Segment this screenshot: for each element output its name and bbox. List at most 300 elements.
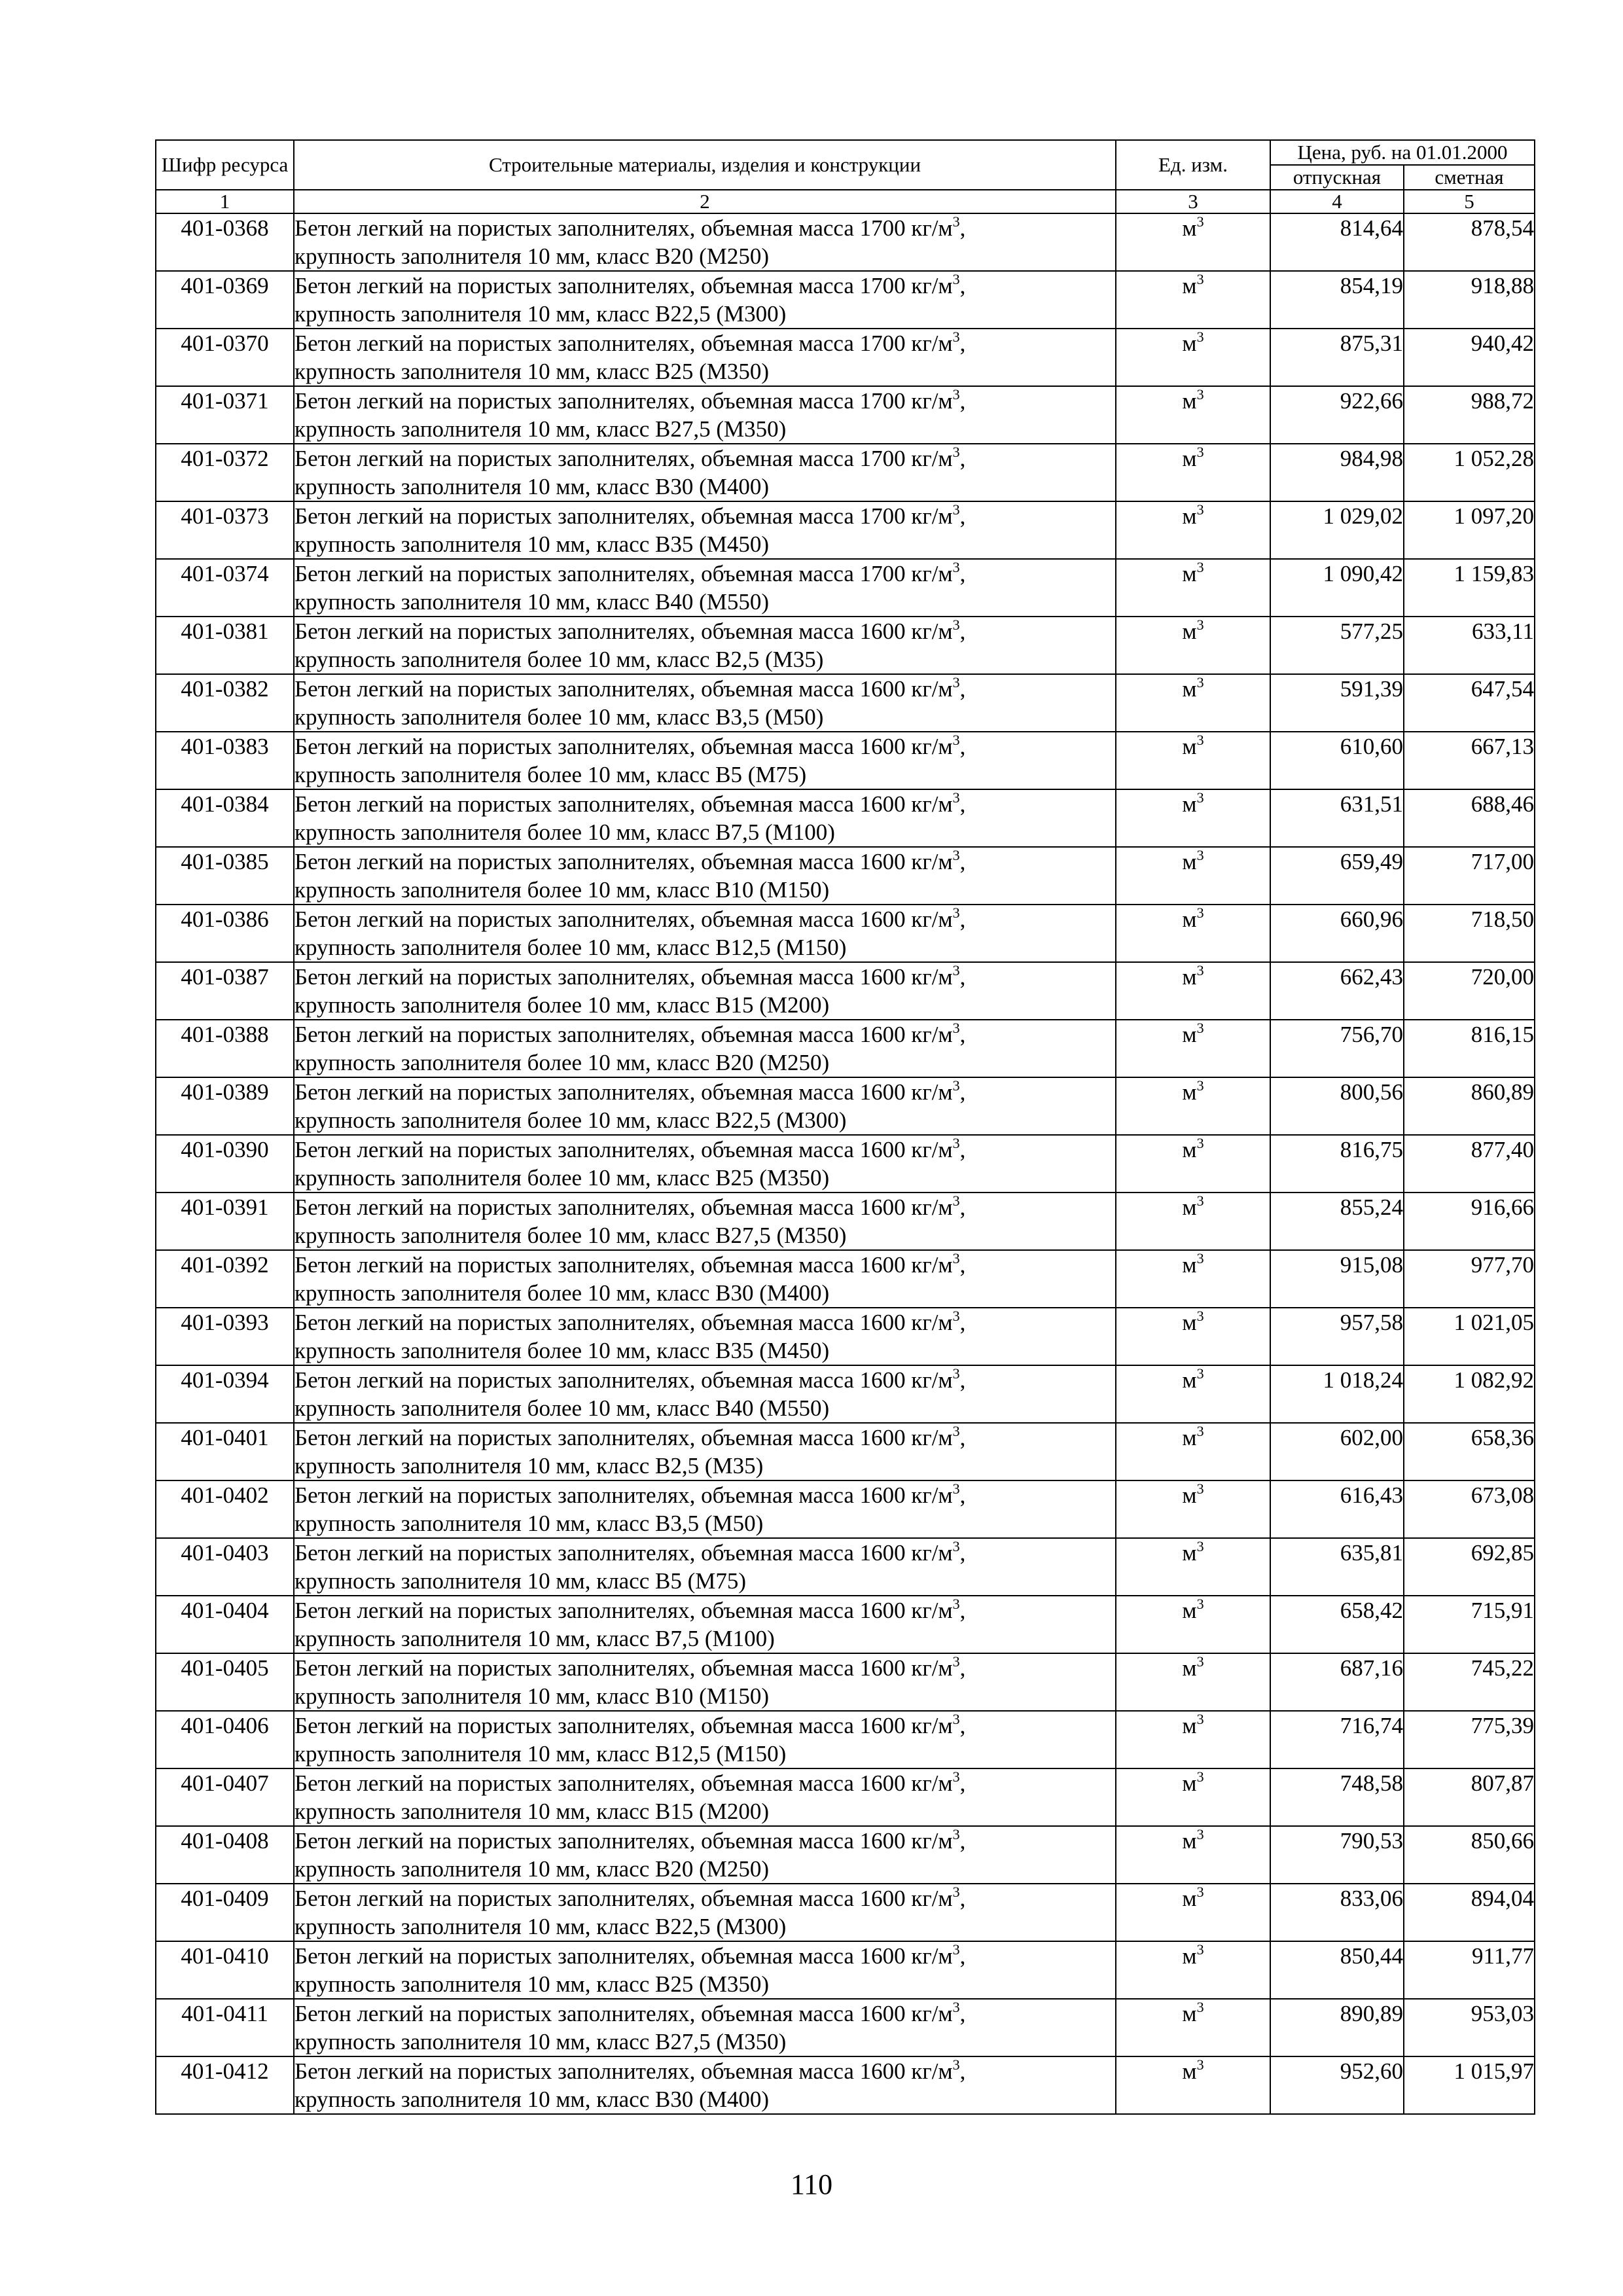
material-name [294, 213, 1116, 271]
name-line-1-text: Бетон легкий на пористых заполнителях, объемная масса 1600 кг/м [294, 2058, 953, 2084]
price-release: 1 090,42 [1270, 559, 1404, 617]
material-name-line-1 [294, 1193, 1115, 1221]
material-name [294, 1480, 1116, 1538]
material-name [294, 1941, 1116, 1999]
material-name [294, 674, 1116, 732]
price-release: 660,96 [1270, 905, 1404, 962]
table-row [156, 1020, 1535, 1077]
name-line-1-suffix: , [959, 619, 966, 644]
unit [1116, 1768, 1270, 1826]
name-line-1-suffix: , [959, 791, 966, 817]
material-name-line-1 [294, 272, 1115, 300]
price-release: 850,44 [1270, 1941, 1404, 1999]
resource-code: 401-0408 [156, 1826, 294, 1884]
unit-superscript: 3 [1196, 1077, 1204, 1094]
material-name-line-2: крупность заполнителя более 10 мм, класс В5 (М75) [294, 762, 807, 787]
unit-superscript: 3 [1196, 1020, 1204, 1036]
unit-text: м [1182, 1252, 1197, 1278]
material-name-line-1 [294, 1078, 1115, 1106]
name-line-1-text: Бетон легкий на пористых заполнителях, объемная масса 1600 кг/м [294, 2001, 953, 2026]
name-line-1-suffix: , [959, 1079, 966, 1105]
material-name-line-2: крупность заполнителя более 10 мм, класс В7,5 (М100) [294, 819, 835, 845]
material-name-line-1 [294, 1308, 1115, 1336]
resource-code: 401-0388 [156, 1020, 294, 1077]
superscript: 3 [952, 329, 960, 345]
price-release: 1 018,24 [1270, 1365, 1404, 1423]
price-estimate: 1 159,83 [1404, 559, 1535, 617]
material-name [294, 329, 1116, 386]
unit-text: м [1182, 1655, 1197, 1681]
name-line-1-suffix: , [959, 1022, 966, 1047]
material-name [294, 271, 1116, 329]
unit-text: м [1182, 1022, 1197, 1047]
table-row [156, 501, 1535, 559]
material-name-line-2: крупность заполнителя 10 мм, класс В2,5 (М35) [294, 1453, 764, 1479]
resource-code: 401-0409 [156, 1884, 294, 1941]
material-name-line-1 [294, 1654, 1115, 1682]
name-line-1-text: Бетон легкий на пористых заполнителях, объемная масса 1600 кг/м [294, 1828, 953, 1854]
unit [1116, 1250, 1270, 1308]
unit [1116, 789, 1270, 847]
material-name-line-2: крупность заполнителя 10 мм, класс В40 (М550) [294, 589, 770, 615]
unit [1116, 1077, 1270, 1135]
resource-code: 401-0402 [156, 1480, 294, 1538]
price-release: 875,31 [1270, 329, 1404, 386]
superscript: 3 [952, 1480, 960, 1497]
material-name [294, 1365, 1116, 1423]
unit [1116, 905, 1270, 962]
material-name-line-1 [294, 1596, 1115, 1624]
name-line-1-text: Бетон легкий на пористых заполнителях, объемная масса 1600 кг/м [294, 1425, 953, 1450]
header-code: Шифр ресурса [156, 140, 294, 190]
name-line-1-text: Бетон легкий на пористых заполнителях, объемная масса 1600 кг/м [294, 964, 953, 990]
unit [1116, 732, 1270, 789]
material-name-line-2: крупность заполнителя 10 мм, класс В20 (М250) [294, 1856, 770, 1882]
unit-superscript: 3 [1196, 847, 1204, 863]
unit [1116, 386, 1270, 444]
name-line-1-text: Бетон легкий на пористых заполнителях, объемная масса 1700 кг/м [294, 446, 953, 471]
unit [1116, 1653, 1270, 1711]
price-estimate: 911,77 [1404, 1941, 1535, 1999]
table-row [156, 1423, 1535, 1480]
material-name-line-1 [294, 1481, 1115, 1509]
name-line-1-suffix: , [959, 561, 966, 586]
material-name [294, 905, 1116, 962]
name-line-1-text: Бетон легкий на пористых заполнителях, объемная масса 1600 кг/м [294, 734, 953, 759]
header-unit: Ед. изм. [1116, 140, 1270, 190]
table-row [156, 1999, 1535, 2056]
material-name-line-1 [294, 1136, 1115, 1164]
column-numbers-row [156, 190, 1535, 213]
material-name-line-1 [294, 1424, 1115, 1452]
column-number: 3 [1116, 190, 1270, 213]
unit [1116, 1538, 1270, 1596]
name-line-1-text: Бетон легкий на пористых заполнителях, объемная масса 1600 кг/м [294, 1137, 953, 1162]
name-line-1-text: Бетон легкий на пористых заполнителях, объемная масса 1600 кг/м [294, 906, 953, 932]
price-release: 631,51 [1270, 789, 1404, 847]
price-estimate: 667,13 [1404, 732, 1535, 789]
superscript: 3 [952, 213, 960, 230]
superscript: 3 [952, 1020, 960, 1036]
unit [1116, 1308, 1270, 1365]
unit-superscript: 3 [1196, 1193, 1204, 1209]
unit [1116, 271, 1270, 329]
name-line-1-text: Бетон легкий на пористых заполнителях, объемная масса 1600 кг/м [294, 1367, 953, 1393]
material-name-line-1 [294, 905, 1115, 933]
table-row [156, 329, 1535, 386]
material-name-line-2: крупность заполнителя более 10 мм, класс В22,5 (М300) [294, 1107, 847, 1133]
material-name-line-2: крупность заполнителя 10 мм, класс В20 (М250) [294, 243, 770, 269]
unit-text: м [1182, 1367, 1197, 1393]
unit [1116, 1365, 1270, 1423]
price-release: 952,60 [1270, 2056, 1404, 2114]
material-name-line-1 [294, 790, 1115, 818]
superscript: 3 [952, 617, 960, 633]
material-name-line-1 [294, 1827, 1115, 1855]
unit-text: м [1182, 1828, 1197, 1854]
price-release: 854,19 [1270, 271, 1404, 329]
price-estimate: 850,66 [1404, 1826, 1535, 1884]
material-name [294, 847, 1116, 905]
unit-superscript: 3 [1196, 1999, 1204, 2015]
unit [1116, 962, 1270, 1020]
material-name-line-1 [294, 675, 1115, 703]
material-name-line-1 [294, 560, 1115, 588]
header-row-1 [156, 140, 1535, 165]
resource-code: 401-0406 [156, 1711, 294, 1768]
table-row [156, 1250, 1535, 1308]
table-row [156, 1596, 1535, 1653]
name-line-1-text: Бетон легкий на пористых заполнителях, объемная масса 1600 кг/м [294, 1022, 953, 1047]
name-line-1-suffix: , [959, 1194, 966, 1220]
table-row [156, 1826, 1535, 1884]
unit [1116, 559, 1270, 617]
unit [1116, 1596, 1270, 1653]
material-name-line-2: крупность заполнителя 10 мм, класс В27,5 (М350) [294, 416, 787, 442]
material-name [294, 732, 1116, 789]
material-name [294, 1020, 1116, 1077]
price-release: 610,60 [1270, 732, 1404, 789]
material-name-line-2: крупность заполнителя более 10 мм, класс В10 (М150) [294, 877, 830, 903]
price-estimate: 860,89 [1404, 1077, 1535, 1135]
unit-text: м [1182, 1770, 1197, 1796]
unit [1116, 1480, 1270, 1538]
superscript: 3 [952, 559, 960, 575]
material-name-line-1 [294, 1539, 1115, 1567]
table-row [156, 1480, 1535, 1538]
name-line-1-text: Бетон легкий на пористых заполнителях, объемная масса 1600 кг/м [294, 619, 953, 644]
name-line-1-text: Бетон легкий на пористых заполнителях, объемная масса 1600 кг/м [294, 791, 953, 817]
superscript: 3 [952, 1653, 960, 1670]
superscript: 3 [952, 789, 960, 806]
name-line-1-suffix: , [959, 1598, 966, 1623]
material-name [294, 501, 1116, 559]
material-name-line-2: крупность заполнителя 10 мм, класс В12,5 (М150) [294, 1741, 787, 1767]
superscript: 3 [952, 732, 960, 748]
resource-code: 401-0370 [156, 329, 294, 386]
superscript: 3 [952, 444, 960, 460]
superscript: 3 [952, 386, 960, 403]
unit-superscript: 3 [1196, 617, 1204, 633]
table-row [156, 1941, 1535, 1999]
resource-code: 401-0392 [156, 1250, 294, 1308]
name-line-1-suffix: , [959, 676, 966, 702]
resource-code: 401-0368 [156, 213, 294, 271]
unit [1116, 501, 1270, 559]
table-row [156, 386, 1535, 444]
material-name-line-2: крупность заполнителя 10 мм, класс В7,5 (М100) [294, 1626, 775, 1651]
material-name-line-2: крупность заполнителя более 10 мм, класс В35 (М450) [294, 1338, 830, 1363]
unit-superscript: 3 [1196, 674, 1204, 691]
header-price-release: отпускная [1270, 165, 1404, 190]
price-estimate: 878,54 [1404, 213, 1535, 271]
superscript: 3 [952, 2056, 960, 2073]
material-name-line-1 [294, 2057, 1115, 2085]
unit-text: м [1182, 734, 1197, 759]
price-estimate: 988,72 [1404, 386, 1535, 444]
name-line-1-suffix: , [959, 1482, 966, 1508]
resource-code: 401-0385 [156, 847, 294, 905]
unit-text: м [1182, 1079, 1197, 1105]
unit-text: м [1182, 446, 1197, 471]
material-name-line-2: крупность заполнителя более 10 мм, класс В40 (М550) [294, 1395, 830, 1421]
material-name-line-2: крупность заполнителя более 10 мм, класс В25 (М350) [294, 1165, 830, 1191]
unit-text: м [1182, 1713, 1197, 1738]
material-name-line-1 [294, 1251, 1115, 1279]
price-estimate: 1 021,05 [1404, 1308, 1535, 1365]
material-name-line-2: крупность заполнителя 10 мм, класс В15 (М200) [294, 1799, 770, 1824]
name-line-1-suffix: , [959, 1770, 966, 1796]
price-release: 716,74 [1270, 1711, 1404, 1768]
name-line-1-suffix: , [959, 273, 966, 298]
unit-text: м [1182, 388, 1197, 414]
unit-superscript: 3 [1196, 1365, 1204, 1382]
name-line-1-text: Бетон легкий на пористых заполнителях, объемная масса 1600 кг/м [294, 1655, 953, 1681]
name-line-1-text: Бетон легкий на пористых заполнителях, объемная масса 1600 кг/м [294, 1540, 953, 1566]
superscript: 3 [952, 1423, 960, 1439]
material-name [294, 1077, 1116, 1135]
material-name-line-1 [294, 963, 1115, 991]
table-row [156, 732, 1535, 789]
unit-superscript: 3 [1196, 1480, 1204, 1497]
unit-superscript: 3 [1196, 962, 1204, 978]
price-release: 635,81 [1270, 1538, 1404, 1596]
unit-superscript: 3 [1196, 789, 1204, 806]
unit-superscript: 3 [1196, 1596, 1204, 1612]
superscript: 3 [952, 1596, 960, 1612]
material-name-line-1 [294, 1366, 1115, 1394]
material-name-line-1 [294, 329, 1115, 357]
name-line-1-text: Бетон легкий на пористых заполнителях, объемная масса 1600 кг/м [294, 1713, 953, 1738]
material-name-line-1 [294, 617, 1115, 645]
material-name [294, 386, 1116, 444]
superscript: 3 [952, 962, 960, 978]
price-release: 591,39 [1270, 674, 1404, 732]
price-estimate: 1 082,92 [1404, 1365, 1535, 1423]
unit-superscript: 3 [1196, 1423, 1204, 1439]
unit-text: м [1182, 561, 1197, 586]
price-release: 816,75 [1270, 1135, 1404, 1193]
superscript: 3 [952, 847, 960, 863]
material-name-line-2: крупность заполнителя более 10 мм, класс В15 (М200) [294, 992, 830, 1018]
resource-code: 401-0393 [156, 1308, 294, 1365]
resource-code: 401-0381 [156, 617, 294, 674]
column-number: 4 [1270, 190, 1404, 213]
price-estimate: 977,70 [1404, 1250, 1535, 1308]
price-release: 662,43 [1270, 962, 1404, 1020]
material-name-line-2: крупность заполнителя более 10 мм, класс В27,5 (М350) [294, 1223, 847, 1248]
price-estimate: 688,46 [1404, 789, 1535, 847]
name-line-1-text: Бетон легкий на пористых заполнителях, объемная масса 1600 кг/м [294, 1079, 953, 1105]
table-body [156, 213, 1535, 2114]
unit-text: м [1182, 1194, 1197, 1220]
unit-superscript: 3 [1196, 444, 1204, 460]
material-name [294, 559, 1116, 617]
table-row [156, 1711, 1535, 1768]
unit-text: м [1182, 1425, 1197, 1450]
unit-superscript: 3 [1196, 1884, 1204, 1900]
name-line-1-suffix: , [959, 1252, 966, 1278]
material-name-line-2: крупность заполнителя 10 мм, класс В35 (М450) [294, 531, 770, 557]
price-estimate: 918,88 [1404, 271, 1535, 329]
material-name-line-1 [294, 1769, 1115, 1797]
header-price-group: Цена, руб. на 01.01.2000 [1270, 140, 1535, 165]
resource-code: 401-0383 [156, 732, 294, 789]
superscript: 3 [952, 1884, 960, 1900]
resource-code: 401-0391 [156, 1193, 294, 1250]
unit-text: м [1182, 1310, 1197, 1335]
material-name-line-2: крупность заполнителя 10 мм, класс В22,5 (М300) [294, 1914, 787, 1939]
resource-code: 401-0384 [156, 789, 294, 847]
name-line-1-suffix: , [959, 1713, 966, 1738]
name-line-1-text: Бетон легкий на пористых заполнителях, объемная масса 1600 кг/м [294, 676, 953, 702]
table-row [156, 1538, 1535, 1596]
price-release: 659,49 [1270, 847, 1404, 905]
unit-text: м [1182, 273, 1197, 298]
price-release: 658,42 [1270, 1596, 1404, 1653]
resource-code: 401-0373 [156, 501, 294, 559]
table-row [156, 962, 1535, 1020]
name-line-1-text: Бетон легкий на пористых заполнителях, объемная масса 1600 кг/м [294, 1252, 953, 1278]
resource-code: 401-0403 [156, 1538, 294, 1596]
unit-text: м [1182, 215, 1197, 241]
page-number: 110 [790, 2168, 833, 2200]
material-name-line-1 [294, 1884, 1115, 1912]
material-name-line-2: крупность заполнителя 10 мм, класс В3,5 (М50) [294, 1511, 764, 1536]
price-release: 922,66 [1270, 386, 1404, 444]
table-row [156, 1308, 1535, 1365]
unit-superscript: 3 [1196, 1768, 1204, 1785]
material-name-line-2: крупность заполнителя более 10 мм, класс В12,5 (М150) [294, 935, 847, 960]
unit-text: м [1182, 331, 1197, 356]
unit [1116, 1711, 1270, 1768]
table-row [156, 1768, 1535, 1826]
price-estimate: 953,03 [1404, 1999, 1535, 2056]
unit-superscript: 3 [1196, 732, 1204, 748]
header-name: Строительные материалы, изделия и конструкции [294, 140, 1116, 190]
material-name-line-1 [294, 387, 1115, 415]
resource-code: 401-0372 [156, 444, 294, 501]
material-name [294, 1653, 1116, 1711]
unit-superscript: 3 [1196, 2056, 1204, 2073]
material-name [294, 1999, 1116, 2056]
price-release: 602,00 [1270, 1423, 1404, 1480]
price-estimate: 807,87 [1404, 1768, 1535, 1826]
resource-code: 401-0410 [156, 1941, 294, 1999]
name-line-1-text: Бетон легкий на пористых заполнителях, объемная масса 1600 кг/м [294, 1194, 953, 1220]
superscript: 3 [952, 501, 960, 518]
resource-code: 401-0405 [156, 1653, 294, 1711]
name-line-1-suffix: , [959, 503, 966, 529]
material-name [294, 1250, 1116, 1308]
price-estimate: 916,66 [1404, 1193, 1535, 1250]
material-name [294, 1193, 1116, 1250]
name-line-1-text: Бетон легкий на пористых заполнителях, объемная масса 1700 кг/м [294, 388, 953, 414]
table-row [156, 2056, 1535, 2114]
name-line-1-suffix: , [959, 215, 966, 241]
superscript: 3 [952, 1826, 960, 1842]
unit [1116, 847, 1270, 905]
name-line-1-suffix: , [959, 1886, 966, 1911]
price-release: 616,43 [1270, 1480, 1404, 1538]
resource-code: 401-0407 [156, 1768, 294, 1826]
material-name [294, 617, 1116, 674]
price-estimate: 715,91 [1404, 1596, 1535, 1653]
unit-text: м [1182, 1540, 1197, 1566]
material-name-line-1 [294, 1942, 1115, 1970]
superscript: 3 [952, 1193, 960, 1209]
superscript: 3 [952, 1077, 960, 1094]
table-row [156, 444, 1535, 501]
material-name [294, 1884, 1116, 1941]
name-line-1-suffix: , [959, 2058, 966, 2084]
price-estimate: 717,00 [1404, 847, 1535, 905]
unit-text: м [1182, 1886, 1197, 1911]
unit [1116, 1884, 1270, 1941]
unit-text: м [1182, 1598, 1197, 1623]
unit-superscript: 3 [1196, 386, 1204, 403]
table-row [156, 847, 1535, 905]
price-release: 790,53 [1270, 1826, 1404, 1884]
price-release: 756,70 [1270, 1020, 1404, 1077]
unit-superscript: 3 [1196, 1135, 1204, 1151]
unit-superscript: 3 [1196, 1653, 1204, 1670]
unit-text: м [1182, 1137, 1197, 1162]
resource-code: 401-0386 [156, 905, 294, 962]
unit-text: м [1182, 2058, 1197, 2084]
material-name-line-2: крупность заполнителя 10 мм, класс В5 (М75) [294, 1568, 747, 1594]
name-line-1-suffix: , [959, 849, 966, 874]
unit-superscript: 3 [1196, 1538, 1204, 1554]
unit [1116, 1135, 1270, 1193]
unit [1116, 329, 1270, 386]
price-estimate: 1 097,20 [1404, 501, 1535, 559]
name-line-1-text: Бетон легкий на пористых заполнителях, объемная масса 1600 кг/м [294, 1482, 953, 1508]
superscript: 3 [952, 1941, 960, 1958]
material-name [294, 962, 1116, 1020]
price-estimate: 718,50 [1404, 905, 1535, 962]
price-table [155, 139, 1535, 2115]
name-line-1-text: Бетон легкий на пористых заполнителях, объемная масса 1600 кг/м [294, 1886, 953, 1911]
material-name-line-1 [294, 1712, 1115, 1740]
price-estimate: 745,22 [1404, 1653, 1535, 1711]
price-release: 915,08 [1270, 1250, 1404, 1308]
price-release: 748,58 [1270, 1768, 1404, 1826]
unit-text: м [1182, 503, 1197, 529]
material-name-line-2: крупность заполнителя 10 мм, класс В27,5 (М350) [294, 2029, 787, 2054]
table-row [156, 1135, 1535, 1193]
unit-superscript: 3 [1196, 905, 1204, 921]
